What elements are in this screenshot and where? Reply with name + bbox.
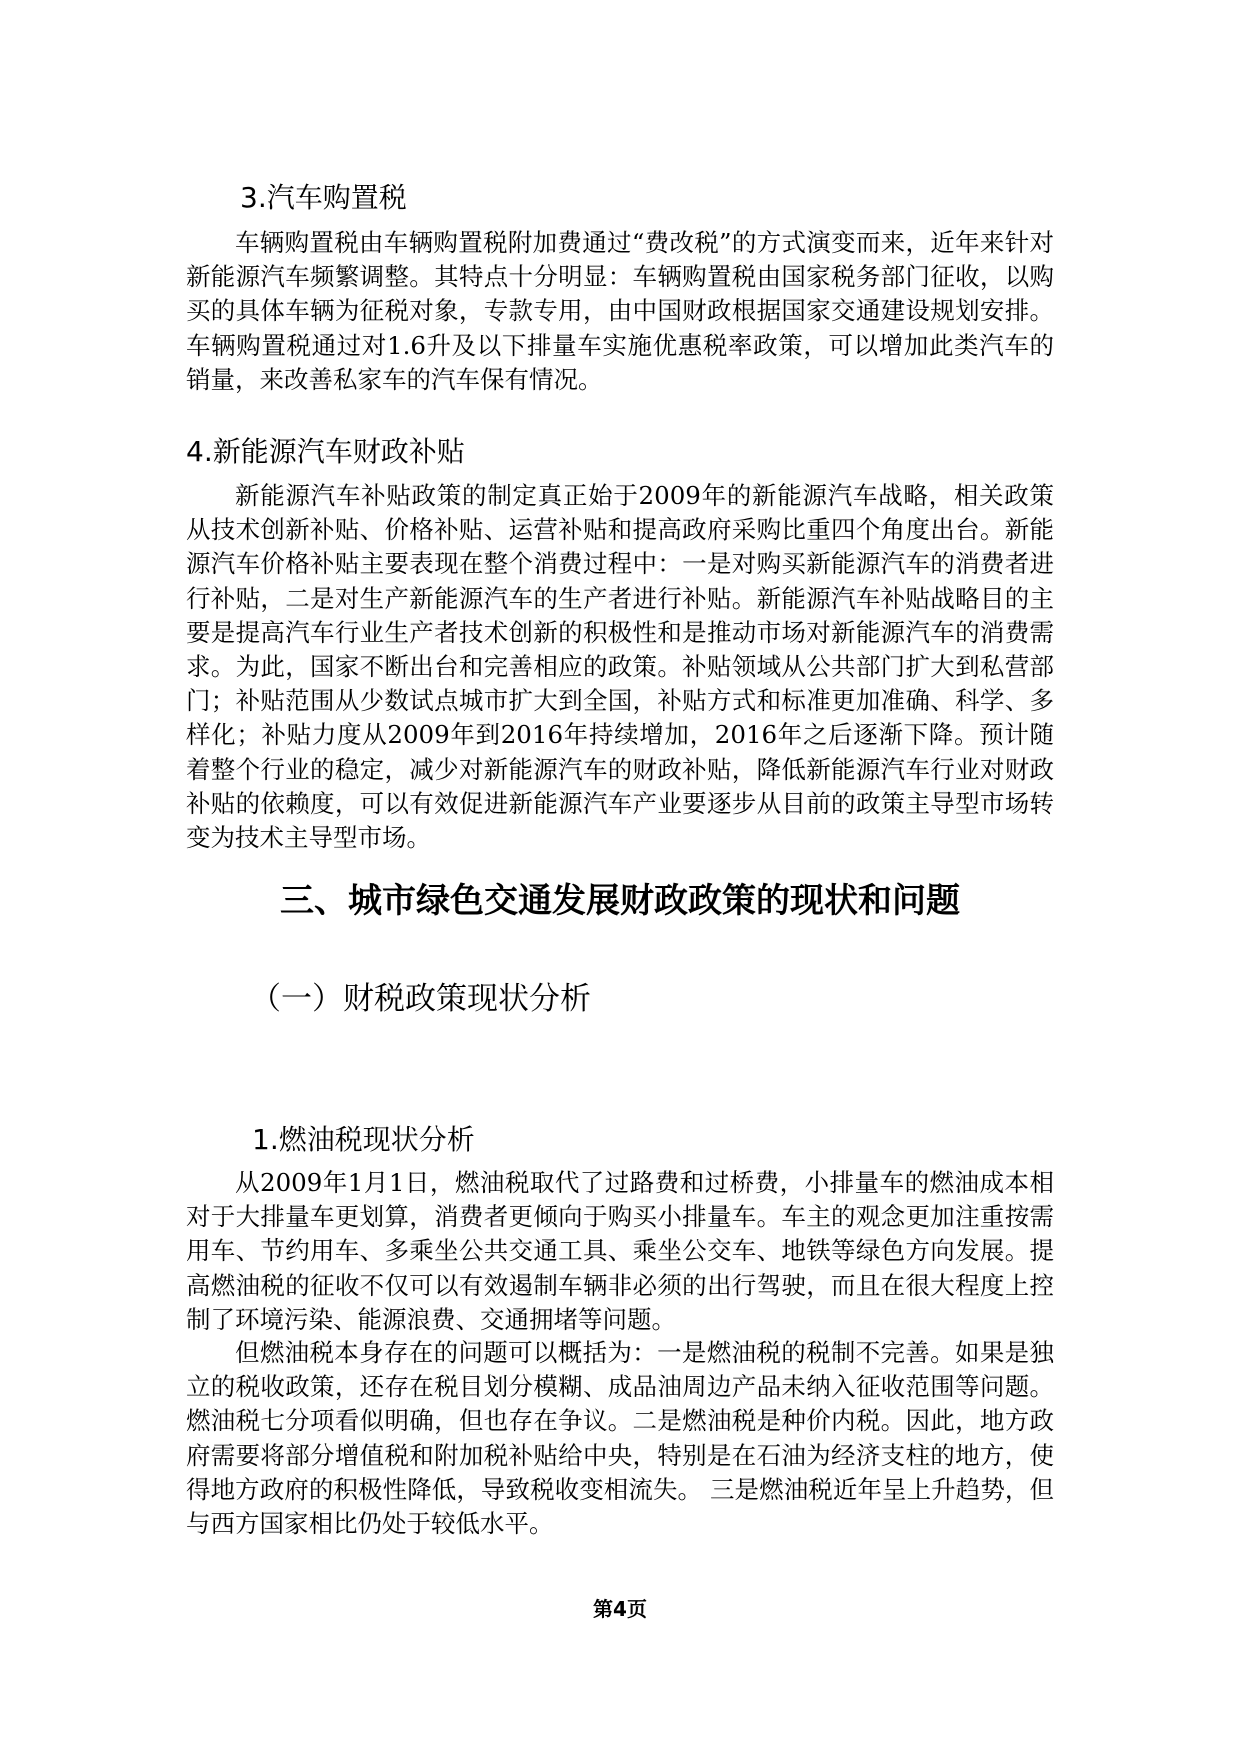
section-heading-nev-subsidy: 4.新能源汽车财政补贴 <box>186 435 465 468</box>
section-heading-vehicle-purchase-tax: 3.汽车购置税 <box>240 181 407 214</box>
paragraph-nev-subsidy: 新能源汽车补贴政策的制定真正始于2009年的新能源汽车战略，相关政策从技术创新补贴、价格补贴、运营补贴和提高政府采购比重四个角度出台。新能源汽车价格补贴主要表现在整个消费过程中：一是对购买新能源汽车的消费者进行补贴，二是对生产新能源汽车的生产者进行补贴。新能源汽车补贴战略目的主要是提高汽车行业生产者技术创新的积极性和是推动市场对新能源汽车的消费需求。为此，国家不断出台和完善相应的政策。补贴领域从公共部门扩大到私营部门；补贴范围从少数试点城市扩大到全国，补贴方式和标准更加准确、科学、多样化；补贴力度从2009年到2016年持续增加，2016年之后逐渐下降。预计随着整个行业的稳定，减少对新能源汽车的财政补贴，降低新能源汽车行业对财政补贴的依赖度，可以有效促进新能源汽车产业要逐步从目前的政策主导型市场转变为技术主导型市场。 <box>186 481 1054 853</box>
chapter-title: 三、城市绿色交通发展财政政策的现状和问题 <box>280 881 960 921</box>
paragraph-fuel-tax-problems: 但燃油税本身存在的问题可以概括为：一是燃油税的税制不完善。如果是独立的税收政策，还存在税目划分模糊、成品油周边产品未纳入征收范围等问题。燃油税七分项看似明确，但也存在争议。二是燃油税是种价内税。因此，地方政府需要将部分增值税和附加税补贴给中央，特别是在石油为经济支柱的地方，使得地方政府的积极性降低，导致税收变相流失。 三是燃油税近年呈上升趋势，但与西方国家相比仍处于较低水平。 <box>186 1338 1054 1539</box>
page-number: 第4页 <box>593 1597 647 1621</box>
section-heading-fuel-tax: 1.燃油税现状分析 <box>252 1123 475 1156</box>
subsection-title: （一）财税政策现状分析 <box>250 981 591 1017</box>
paragraph-vehicle-purchase-tax: 车辆购置税由车辆购置税附加费通过“费改税”的方式演变而来，近年来针对新能源汽车频繁调整。其特点十分明显：车辆购置税由国家税务部门征收，以购买的具体车辆为征税对象，专款专用，由中国财政根据国家交通建设规划安排。车辆购置税通过对1.6升及以下排量车实施优惠税率政策，可以增加此类汽车的销量，来改善私家车的汽车保有情况。 <box>186 228 1054 394</box>
paragraph-fuel-tax-status: 从2009年1月1日，燃油税取代了过路费和过桥费，小排量车的燃油成本相对于大排量车更划算，消费者更倾向于购买小排量车。车主的观念更加注重按需用车、节约用车、多乘坐公共交通工具、乘坐公交车、地铁等绿色方向发展。提高燃油税的征收不仅可以有效遏制车辆非必须的出行驾驶，而且在很大程度上控制了环境污染、能源浪费、交通拥堵等问题。 <box>186 1168 1054 1334</box>
